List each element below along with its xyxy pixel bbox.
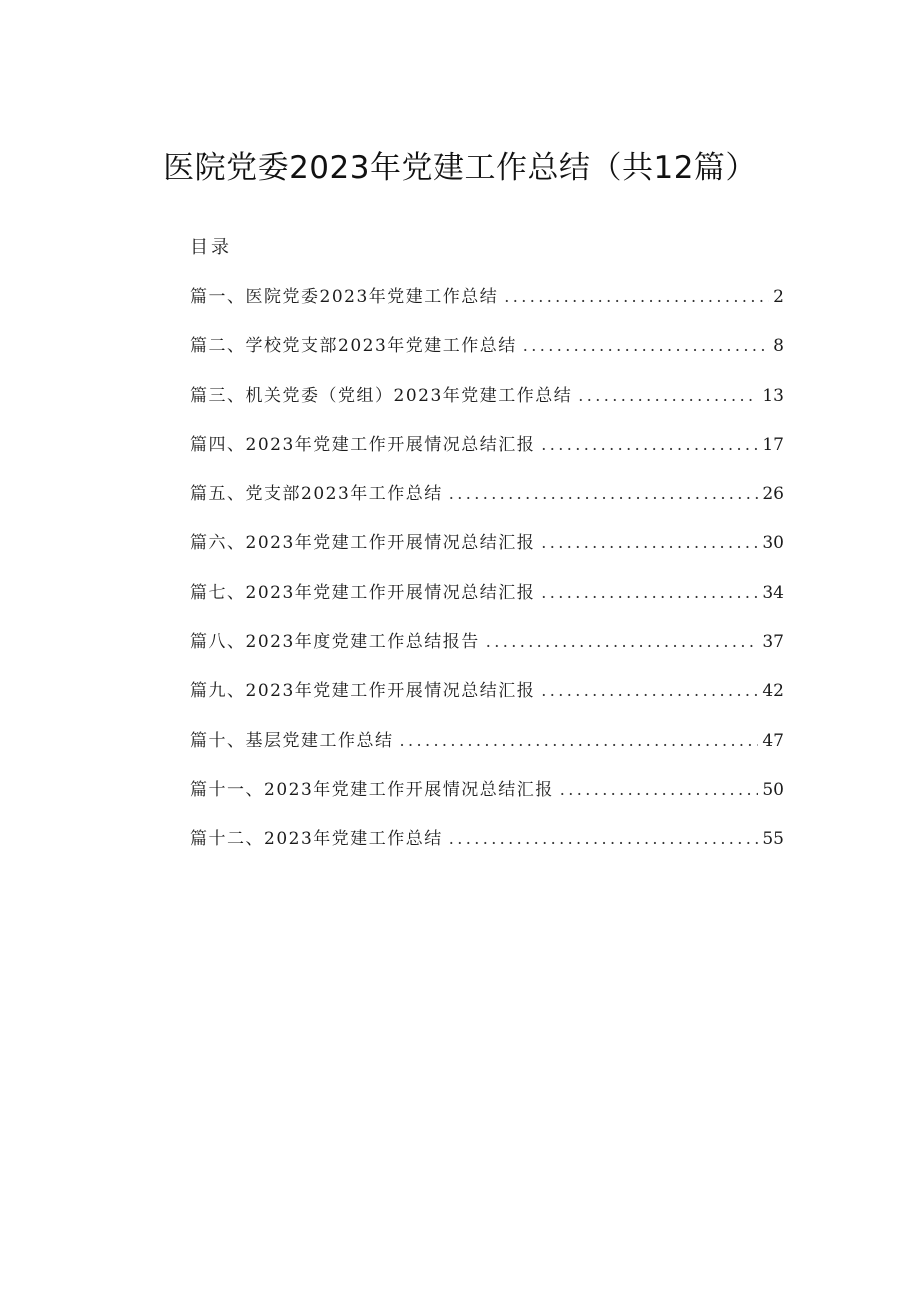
- toc-page-number: 34: [762, 582, 784, 603]
- toc-entry-label: 篇十二、2023年党建工作总结: [190, 829, 443, 850]
- toc-page-number: 37: [762, 632, 784, 653]
- toc-dot-leader: [449, 481, 759, 507]
- toc-entry-label: 篇七、2023年党建工作开展情况总结汇报: [190, 582, 536, 603]
- toc-page-number: 17: [762, 434, 784, 455]
- toc-entry-label: 篇十一、2023年党建工作开展情况总结汇报: [190, 779, 554, 800]
- toc-dot-leader: [560, 777, 759, 803]
- toc-entry-label: 篇五、党支部2023年工作总结: [190, 484, 443, 505]
- table-of-contents: [190, 284, 784, 876]
- toc-entry-label: 篇四、2023年党建工作开展情况总结汇报: [190, 434, 536, 455]
- toc-entry-label: 篇一、医院党委2023年党建工作总结: [190, 287, 499, 307]
- toc-page-number: 2: [773, 287, 784, 307]
- toc-entry-12[interactable]: [190, 826, 784, 875]
- toc-dot-leader: [541, 580, 758, 606]
- toc-entry-label: 篇六、2023年党建工作开展情况总结汇报: [190, 533, 536, 554]
- toc-page-number: 47: [762, 730, 784, 751]
- toc-entry-label: 篇九、2023年党建工作开展情况总结汇报: [190, 681, 536, 702]
- toc-dot-leader: [523, 333, 769, 359]
- toc-entry-1[interactable]: [190, 284, 784, 333]
- toc-entry-6[interactable]: [190, 530, 784, 579]
- toc-entry-7[interactable]: [190, 580, 784, 629]
- toc-entry-3[interactable]: [190, 383, 784, 432]
- toc-entry-label: 篇三、机关党委（党组）2023年党建工作总结: [190, 385, 573, 406]
- toc-entry-10[interactable]: [190, 728, 784, 777]
- toc-page-number: 26: [762, 484, 784, 505]
- toc-dot-leader: [541, 530, 758, 556]
- document-title: 医院党委2023年党建工作总结（共12篇）: [163, 150, 757, 186]
- toc-entry-4[interactable]: [190, 432, 784, 481]
- toc-entry-8[interactable]: [190, 629, 784, 678]
- toc-dot-leader: [541, 432, 758, 458]
- toc-page-number: 50: [762, 779, 784, 800]
- toc-heading: 目录: [190, 237, 232, 258]
- toc-dot-leader: [504, 284, 769, 310]
- toc-entry-11[interactable]: [190, 777, 784, 826]
- toc-page-number: 42: [762, 681, 784, 702]
- toc-entry-9[interactable]: [190, 678, 784, 727]
- toc-page-number: 8: [773, 336, 784, 357]
- toc-page-number: 30: [762, 533, 784, 554]
- toc-dot-leader: [541, 678, 758, 704]
- toc-page-number: 13: [762, 385, 784, 406]
- toc-dot-leader: [578, 383, 758, 409]
- toc-entry-2[interactable]: [190, 333, 784, 382]
- toc-dot-leader: [486, 629, 759, 655]
- toc-entry-label: 篇十、基层党建工作总结: [190, 730, 394, 751]
- toc-entry-label: 篇八、2023年度党建工作总结报告: [190, 632, 480, 653]
- toc-dot-leader: [400, 728, 759, 754]
- toc-entry-5[interactable]: [190, 481, 784, 530]
- toc-dot-leader: [449, 826, 759, 852]
- toc-page-number: 55: [762, 829, 784, 850]
- toc-entry-label: 篇二、学校党支部2023年党建工作总结: [190, 336, 517, 357]
